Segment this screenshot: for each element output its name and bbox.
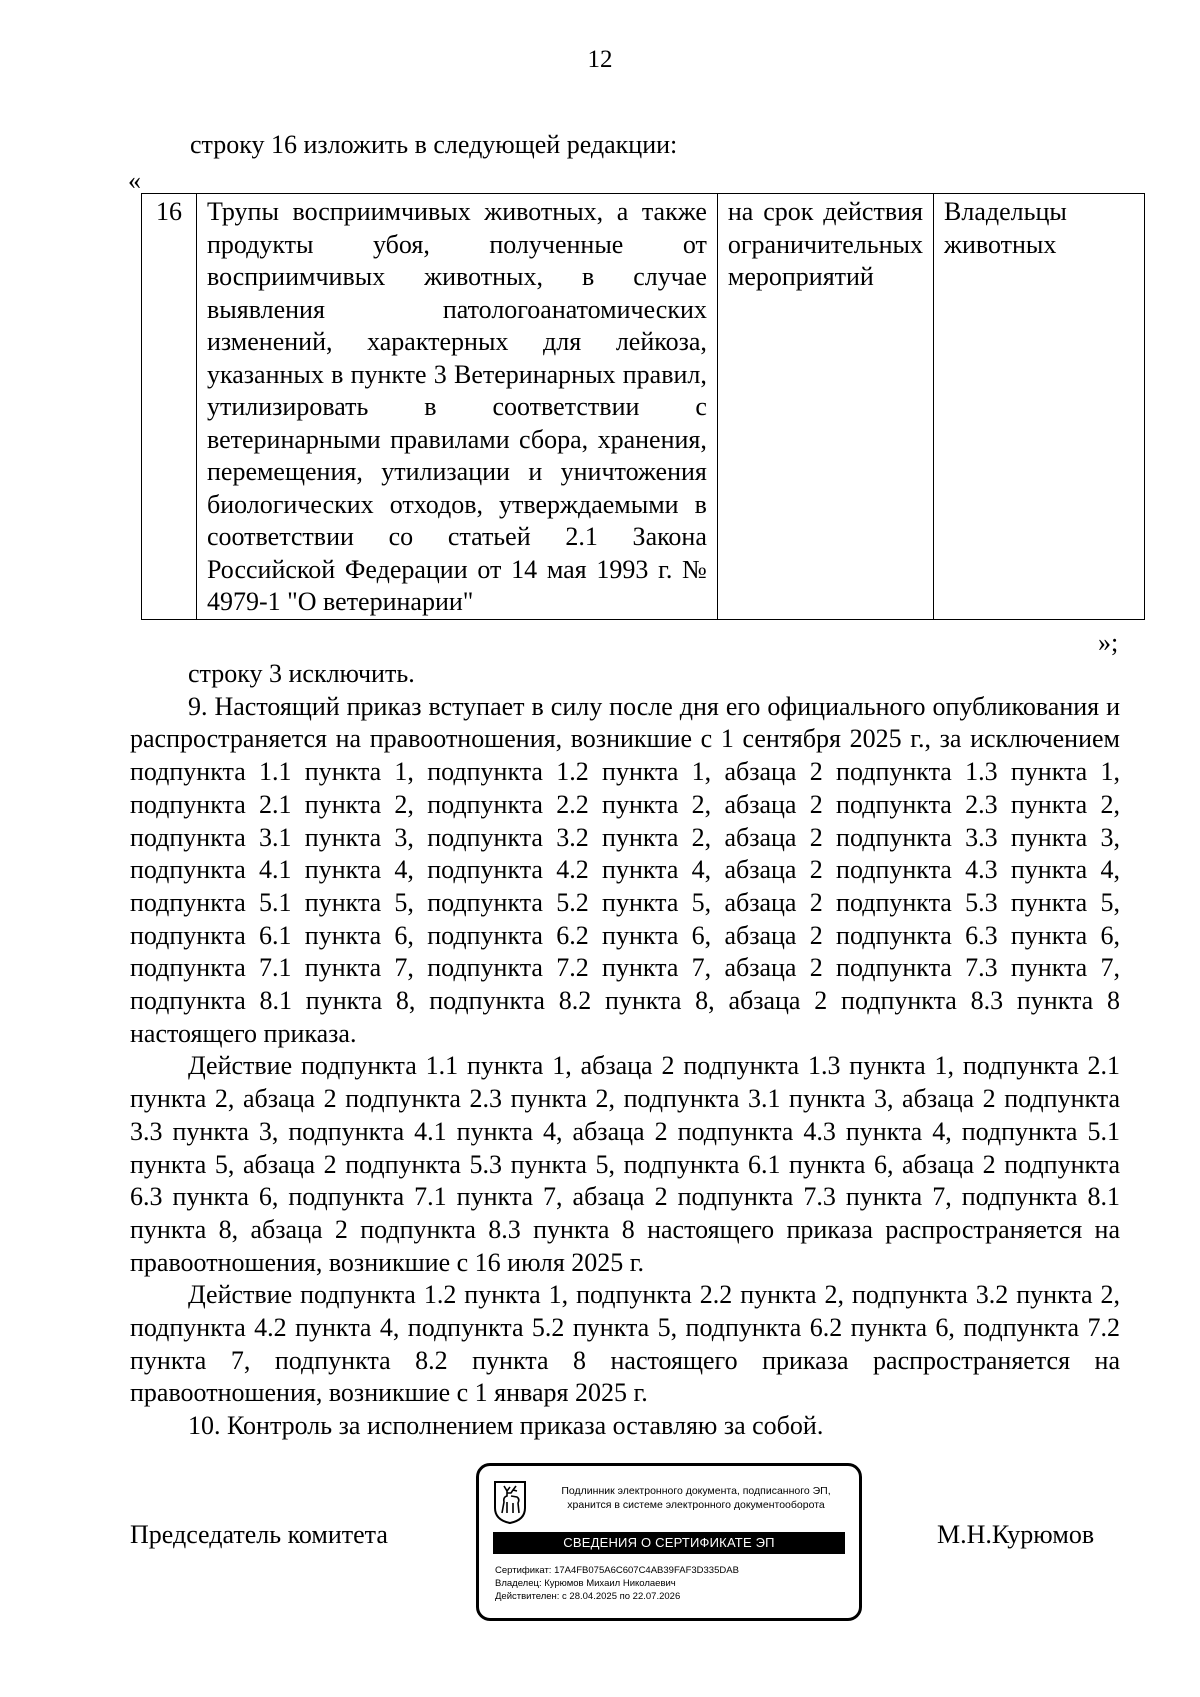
responsible-cell: Владельцы животных	[934, 194, 1145, 620]
paragraph-exclude-row: строку 3 исключить.	[188, 659, 415, 688]
intro-line: строку 16 изложить в следующей редакции:	[190, 130, 678, 159]
stamp-notice	[541, 1484, 851, 1512]
signer-name: М.Н.Курюмов	[937, 1520, 1095, 1549]
stamp-details	[495, 1564, 739, 1603]
page-number: 12	[587, 46, 613, 73]
stamp-notice-line1: Подлинник электронного документа, подписанного ЭП,	[561, 1485, 831, 1497]
body-text	[130, 658, 1120, 1443]
paragraph-effect-july: Действие подпункта 1.1 пункта 1, абзаца 2 подпункта 1.3 пункта 1, подпункта 2.1 пункта 2, абзаца 2 подпункта 2.3 пункта 2, подпункта 3.1 пункта 3, абзаца 2 подпункта 3.3 пункта 3, подпункта 4.1 пункта 4, абзаца 2 подпункта 4.3 пункта 4, подпункта 5.1 пункта 5, абзаца 2 подпункта 5.3 пункта 5, подпункта 6.1 пункта 6, абзаца 2 подпункта 6.3 пункта 6, подпункта 7.1 пункта 7, абзаца 2 подпункта 7.3 пункта 7, подпункта 8.1 пункта 8, абзаца 2 подпункта 8.3 пункта 8 настоящего приказа распространяется на правоотношения, возникшие с 16 июля 2025 г.	[130, 1051, 1120, 1277]
table-row	[142, 194, 1145, 620]
paragraph-9: 9. Настоящий приказ вступает в силу после дня его официального опубликования и распространяется на правоотношения, возникшие с 1 сентября 2025 г., за исключением подпункта 1.1 пункта 1, подпункта 1.2 пункта 1, абзаца 2 подпункта 1.3 пункта 1, подпункта 2.1 пункта 2, подпункта 2.2 пункта 2, абзаца 2 подпункта 2.3 пункта 2, подпункта 3.1 пункта 3, подпункта 3.2 пункта 2, абзаца 2 подпункта 3.3 пункта 3, подпункта 4.1 пункта 4, подпункта 4.2 пункта 4, абзаца 2 подпункта 4.3 пункта 4, подпункта 5.1 пункта 5, подпункта 5.2 пункта 5, абзаца 2 подпункта 5.3 пункта 5, подпункта 6.1 пункта 6, подпункта 6.2 пункта 6, абзаца 2 подпункта 6.3 пункта 6, подпункта 7.1 пункта 7, подпункта 7.2 пункта 7, абзаца 2 подпункта 7.3 пункта 7, подпункта 8.1 пункта 8, подпункта 8.2 пункта 8, абзаца 2 подпункта 8.3 пункта 8 настоящего приказа.	[130, 691, 1120, 1048]
stamp-header: СВЕДЕНИЯ О СЕРТИФИКАТЕ ЭП	[493, 1532, 845, 1554]
amendment-table	[141, 193, 1145, 620]
certificate-validity: Действителен: с 28.04.2025 по 22.07.2026	[495, 1591, 681, 1602]
stamp-notice-line2: хранится в системе электронного документооборота	[567, 1499, 825, 1511]
close-quote: »;	[1098, 628, 1119, 657]
paragraph-effect-january: Действие подпункта 1.2 пункта 1, подпункта 2.2 пункта 2, подпункта 3.2 пункта 2, подпункта 4.2 пункта 4, подпункта 5.2 пункта 5, подпункта 6.2 пункта 6, подпункта 7.2 пункта 7, подпункта 8.2 пункта 8 настоящего приказа распространяется на правоотношения, возникшие с 1 января 2025 г.	[130, 1280, 1120, 1408]
electronic-signature-stamp	[476, 1463, 862, 1621]
row-number-cell: 16	[142, 194, 197, 620]
certificate-owner: Владелец: Курюмов Михаил Николаевич	[495, 1578, 676, 1589]
term-cell: на срок действия ограничительных мероприятий	[717, 194, 933, 620]
content-cell: Трупы восприимчивых животных, а также продукты убоя, полученные от восприимчивых животных, в случае выявления патологоанатомических изменений, характерных для лейкоза, указанных в пункте 3 Ветеринарных правил, утилизировать в соответствии с ветеринарными правилами сбора, хранения, перемещения, утилизации и уничтожения биологических отходов, утверждаемыми в соответствии со статьей 2.1 Закона Российской Федерации от 14 мая 1993 г. № 4979-1 "О ветеринарии"	[196, 194, 717, 620]
certificate-number: Сертификат: 17A4FB075A6C607C4AB39FAF3D335DAB	[495, 1565, 739, 1576]
open-quote: «	[128, 166, 141, 195]
nizhny-novgorod-deer-emblem-icon	[493, 1480, 527, 1524]
paragraph-10: 10. Контроль за исполнением приказа оставляю за собой.	[188, 1411, 824, 1441]
signer-title: Председатель комитета	[130, 1520, 388, 1549]
